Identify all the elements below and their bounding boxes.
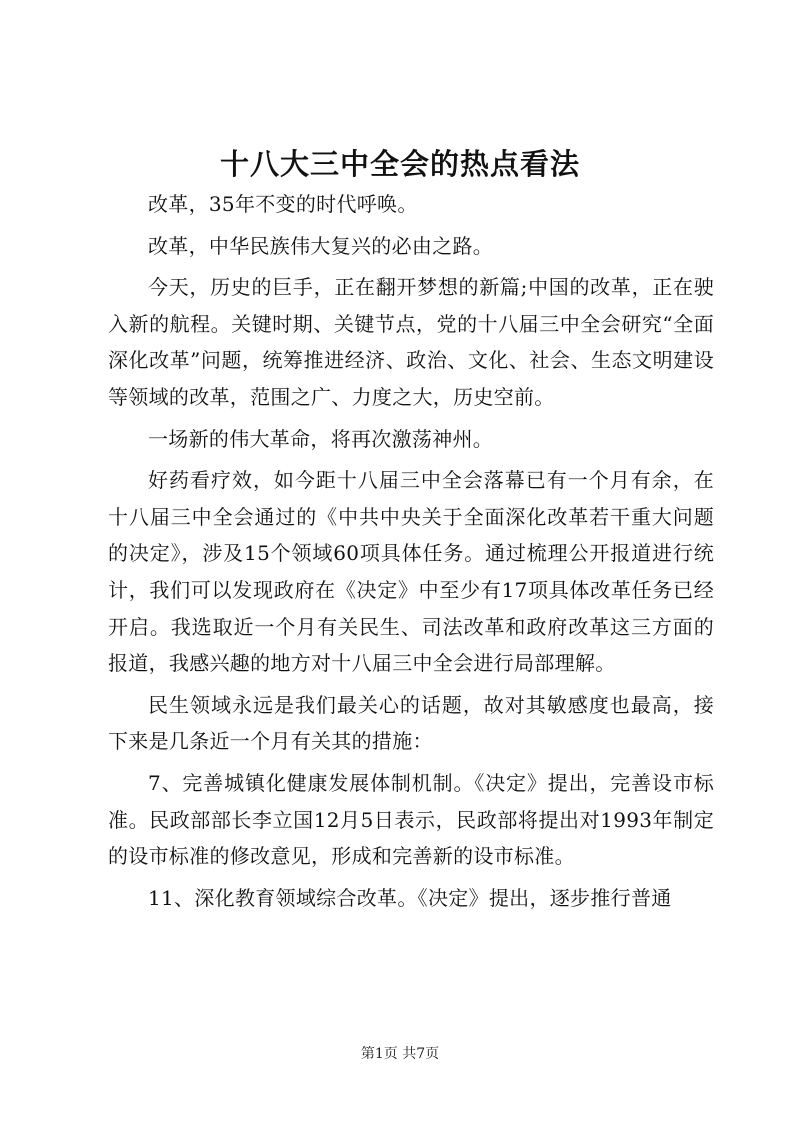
paragraph: 11、深化教育领域综合改革。《决定》提出，逐步推行普通	[148, 885, 672, 910]
paragraph: 一场新的伟大革命，将再次激荡神州。	[148, 426, 494, 451]
paragraph: 7、完善城镇化健康发展体制机制。《决定》提出，完善设市标准。民政部部长李立国12月5日表示，民政部将提出对1993年制定的设市标准的修改意见，形成和完善新的设市标准。	[108, 770, 714, 869]
document-body	[108, 186, 714, 921]
page-footer: 第1页 共7页	[360, 1046, 440, 1062]
paragraph: 改革，35年不变的时代呼唤。	[148, 192, 418, 216]
paragraph: 今天，历史的巨手，正在翻开梦想的新篇;中国的改革，正在驶入新的航程。关键时期、关键节点，党的十八届三中全会研究“全面深化改革”问题，统筹推进经济、政治、文化、社会、生态文明建设等领域的改革，范围之广、力度之大，历史空前。	[108, 275, 714, 409]
paragraph: 改革，中华民族伟大复兴的必由之路。	[148, 233, 494, 258]
document-title: 十八大三中全会的热点看法	[219, 147, 580, 181]
paragraph: 民生领域永远是我们最关心的话题，故对其敏感度也最高，接下来是几条近一个月有关其的措施：	[108, 692, 714, 754]
paragraph: 好药看疗效，如今距十八届三中全会落幕已有一个月有余，在十八届三中全会通过的《中共中央关于全面深化改革若干重大问题的决定》，涉及15个领域60项具体任务。通过梳理公开报道进行统计，我们可以发现政府在《决定》中至少有17项具体改革任务已经开启。我选取近一个月有关民生、司法改革和政府改革这三方面的报道，我感兴趣的地方对十八届三中全会进行局部理解。	[108, 468, 714, 676]
